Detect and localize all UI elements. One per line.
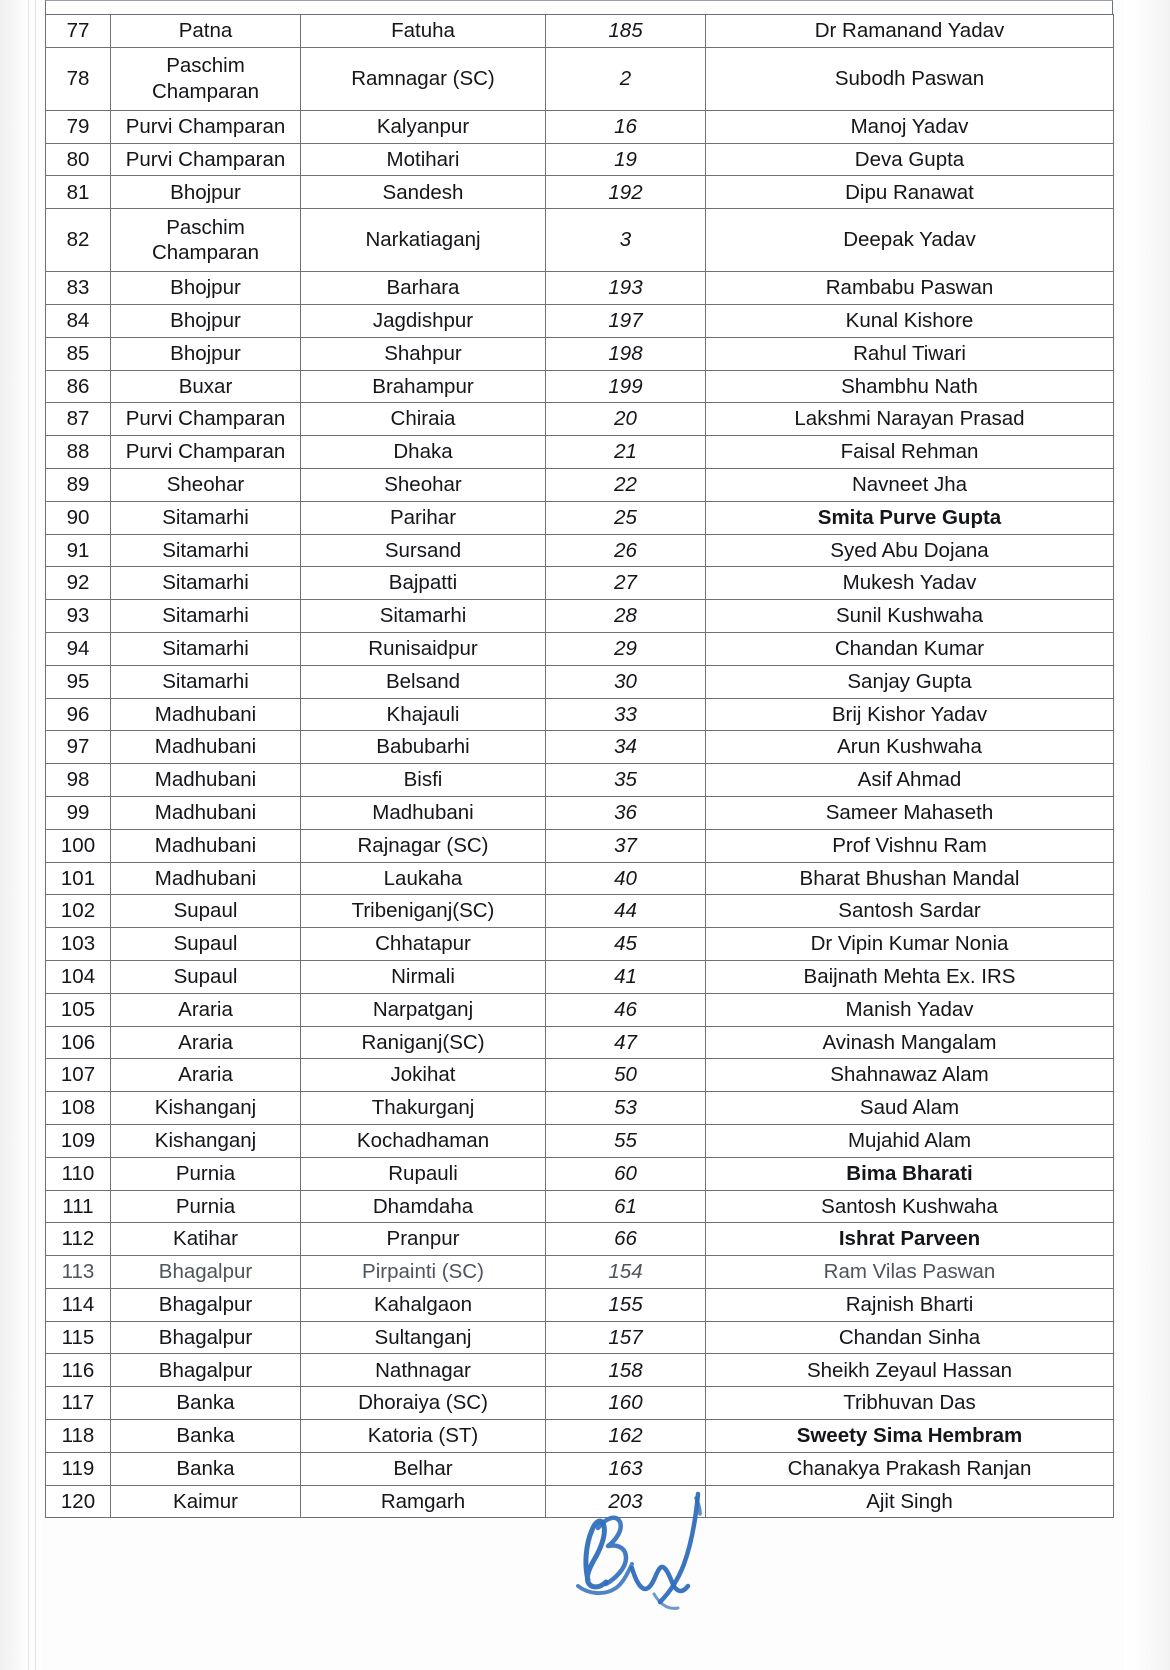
cell-constituency: Sandesh [301, 176, 546, 209]
cell-district: Araria [111, 993, 301, 1026]
cell-constituency-number: 162 [546, 1420, 706, 1453]
table-row [46, 1223, 1114, 1256]
cell-constituency: Thakurganj [301, 1092, 546, 1125]
cell-candidate-name: Syed Abu Dojana [706, 534, 1114, 567]
cell-constituency: Chhatapur [301, 928, 546, 961]
district-line: Champaran [151, 79, 260, 103]
table-row [46, 1387, 1114, 1420]
table-row [46, 796, 1114, 829]
cell-candidate-name: Saud Alam [706, 1092, 1114, 1125]
cell-constituency-number: 53 [546, 1092, 706, 1125]
cell-constituency: Kahalgaon [301, 1288, 546, 1321]
cell-candidate-name: Sameer Mahaseth [706, 796, 1114, 829]
cell-serial-number: 120 [46, 1485, 111, 1518]
cell-candidate-name: Avinash Mangalam [706, 1026, 1114, 1059]
cell-district: Madhubani [111, 829, 301, 862]
cell-serial-number: 112 [46, 1223, 111, 1256]
cell-candidate-name: Santosh Sardar [706, 895, 1114, 928]
cell-serial-number: 98 [46, 764, 111, 797]
cell-serial-number: 82 [46, 209, 111, 272]
cell-candidate-name: Bharat Bhushan Mandal [706, 862, 1114, 895]
table-row [46, 862, 1114, 895]
cell-constituency: Fatuha [301, 15, 546, 48]
cell-serial-number: 117 [46, 1387, 111, 1420]
cell-candidate-name: Rambabu Paswan [706, 272, 1114, 305]
cell-constituency: Tribeniganj(SC) [301, 895, 546, 928]
cell-district: Bhagalpur [111, 1321, 301, 1354]
cell-district: Bhagalpur [111, 1288, 301, 1321]
cell-constituency: Khajauli [301, 698, 546, 731]
table-row [46, 1452, 1114, 1485]
cell-district: Katihar [111, 1223, 301, 1256]
cell-candidate-name: Rajnish Bharti [706, 1288, 1114, 1321]
cell-serial-number: 97 [46, 731, 111, 764]
table-row [46, 764, 1114, 797]
cell-constituency-number: 40 [546, 862, 706, 895]
cell-serial-number: 84 [46, 304, 111, 337]
cell-constituency: Barhara [301, 272, 546, 305]
cell-serial-number: 81 [46, 176, 111, 209]
candidate-list-table [45, 14, 1114, 1518]
cell-serial-number: 91 [46, 534, 111, 567]
cell-constituency: Nathnagar [301, 1354, 546, 1387]
cell-candidate-name: Chandan Kumar [706, 632, 1114, 665]
table-row [46, 1157, 1114, 1190]
cell-serial-number: 96 [46, 698, 111, 731]
cell-constituency-number: 61 [546, 1190, 706, 1223]
cell-candidate-name: Sanjay Gupta [706, 665, 1114, 698]
cell-serial-number: 77 [46, 15, 111, 48]
table-row [46, 110, 1114, 143]
cell-candidate-name: Mujahid Alam [706, 1124, 1114, 1157]
cell-district: Supaul [111, 928, 301, 961]
cell-constituency-number: 46 [546, 993, 706, 1026]
cell-constituency: Sheohar [301, 468, 546, 501]
cell-constituency-number: 160 [546, 1387, 706, 1420]
cell-constituency-number: 50 [546, 1059, 706, 1092]
cell-constituency: Runisaidpur [301, 632, 546, 665]
cell-candidate-name: Ajit Singh [706, 1485, 1114, 1518]
cell-serial-number: 93 [46, 600, 111, 633]
candidate-list-table-container [45, 14, 1113, 1518]
cell-constituency-number: 154 [546, 1256, 706, 1289]
cell-constituency-number: 199 [546, 370, 706, 403]
cell-district [111, 209, 301, 272]
cell-constituency: Dhaka [301, 436, 546, 469]
cell-constituency-number: 19 [546, 143, 706, 176]
cell-candidate-name: Lakshmi Narayan Prasad [706, 403, 1114, 436]
cell-constituency-number: 163 [546, 1452, 706, 1485]
table-row [46, 209, 1114, 272]
table-top-edge [45, 0, 1113, 14]
cell-constituency: Parihar [301, 501, 546, 534]
cell-candidate-name: Asif Ahmad [706, 764, 1114, 797]
table-row [46, 567, 1114, 600]
cell-serial-number: 109 [46, 1124, 111, 1157]
cell-serial-number: 92 [46, 567, 111, 600]
table-row [46, 928, 1114, 961]
cell-serial-number: 80 [46, 143, 111, 176]
table-row [46, 143, 1114, 176]
table-row [46, 1092, 1114, 1125]
cell-candidate-name: Subodh Paswan [706, 47, 1114, 110]
cell-constituency: Babubarhi [301, 731, 546, 764]
cell-constituency: Ramgarh [301, 1485, 546, 1518]
cell-constituency: Motihari [301, 143, 546, 176]
cell-serial-number: 100 [46, 829, 111, 862]
table-row [46, 272, 1114, 305]
cell-constituency: Jokihat [301, 1059, 546, 1092]
table-row [46, 698, 1114, 731]
cell-candidate-name: Bima Bharati [706, 1157, 1114, 1190]
cell-constituency: Brahampur [301, 370, 546, 403]
cell-constituency: Jagdishpur [301, 304, 546, 337]
cell-constituency: Chiraia [301, 403, 546, 436]
cell-serial-number: 90 [46, 501, 111, 534]
cell-district: Bhagalpur [111, 1354, 301, 1387]
cell-constituency: Sursand [301, 534, 546, 567]
cell-district: Purvi Champaran [111, 110, 301, 143]
table-row [46, 15, 1114, 48]
cell-serial-number: 101 [46, 862, 111, 895]
cell-constituency-number: 45 [546, 928, 706, 961]
cell-serial-number: 79 [46, 110, 111, 143]
cell-constituency-number: 20 [546, 403, 706, 436]
cell-constituency: Pirpainti (SC) [301, 1256, 546, 1289]
cell-constituency: Dhamdaha [301, 1190, 546, 1223]
district-line: Paschim [166, 54, 245, 78]
cell-constituency-number: 36 [546, 796, 706, 829]
cell-district: Sitamarhi [111, 534, 301, 567]
table-row [46, 600, 1114, 633]
table-row [46, 1321, 1114, 1354]
cell-constituency: Kalyanpur [301, 110, 546, 143]
cell-serial-number: 118 [46, 1420, 111, 1453]
cell-constituency: Pranpur [301, 1223, 546, 1256]
cell-candidate-name: Santosh Kushwaha [706, 1190, 1114, 1223]
cell-constituency: Shahpur [301, 337, 546, 370]
cell-constituency-number: 22 [546, 468, 706, 501]
cell-district: Purvi Champaran [111, 436, 301, 469]
cell-serial-number: 102 [46, 895, 111, 928]
cell-serial-number: 88 [46, 436, 111, 469]
table-row [46, 1485, 1114, 1518]
cell-candidate-name: Deepak Yadav [706, 209, 1114, 272]
cell-candidate-name: Mukesh Yadav [706, 567, 1114, 600]
cell-serial-number: 116 [46, 1354, 111, 1387]
cell-serial-number: 107 [46, 1059, 111, 1092]
cell-constituency-number: 66 [546, 1223, 706, 1256]
table-row [46, 534, 1114, 567]
table-row [46, 1059, 1114, 1092]
cell-district: Kaimur [111, 1485, 301, 1518]
cell-candidate-name: Dipu Ranawat [706, 176, 1114, 209]
table-row [46, 1026, 1114, 1059]
cell-constituency: Narkatiaganj [301, 209, 546, 272]
table-row [46, 403, 1114, 436]
cell-candidate-name: Sweety Sima Hembram [706, 1420, 1114, 1453]
table-row [46, 665, 1114, 698]
table-row [46, 632, 1114, 665]
cell-constituency-number: 37 [546, 829, 706, 862]
cell-constituency-number: 157 [546, 1321, 706, 1354]
cell-constituency-number: 60 [546, 1157, 706, 1190]
cell-serial-number: 113 [46, 1256, 111, 1289]
table-row [46, 501, 1114, 534]
cell-candidate-name: Manish Yadav [706, 993, 1114, 1026]
cell-candidate-name: Faisal Rehman [706, 436, 1114, 469]
cell-constituency-number: 41 [546, 960, 706, 993]
cell-constituency: Madhubani [301, 796, 546, 829]
table-row [46, 1288, 1114, 1321]
cell-serial-number: 111 [46, 1190, 111, 1223]
cell-constituency-number: 44 [546, 895, 706, 928]
cell-candidate-name: Manoj Yadav [706, 110, 1114, 143]
cell-candidate-name: Shahnawaz Alam [706, 1059, 1114, 1092]
table-row [46, 1256, 1114, 1289]
cell-candidate-name: Navneet Jha [706, 468, 1114, 501]
cell-serial-number: 94 [46, 632, 111, 665]
cell-district: Banka [111, 1420, 301, 1453]
cell-constituency: Dhoraiya (SC) [301, 1387, 546, 1420]
cell-district: Madhubani [111, 764, 301, 797]
cell-constituency: Bajpatti [301, 567, 546, 600]
cell-district: Araria [111, 1026, 301, 1059]
cell-candidate-name: Smita Purve Gupta [706, 501, 1114, 534]
cell-district: Purvi Champaran [111, 403, 301, 436]
cell-constituency-number: 198 [546, 337, 706, 370]
cell-constituency-number: 35 [546, 764, 706, 797]
cell-candidate-name: Ishrat Parveen [706, 1223, 1114, 1256]
cell-serial-number: 103 [46, 928, 111, 961]
cell-district: Bhojpur [111, 272, 301, 305]
table-row [46, 1420, 1114, 1453]
cell-constituency-number: 28 [546, 600, 706, 633]
cell-candidate-name: Deva Gupta [706, 143, 1114, 176]
cell-constituency-number: 25 [546, 501, 706, 534]
cell-serial-number: 105 [46, 993, 111, 1026]
cell-constituency-number: 185 [546, 15, 706, 48]
cell-constituency: Laukaha [301, 862, 546, 895]
table-row [46, 1354, 1114, 1387]
cell-candidate-name: Brij Kishor Yadav [706, 698, 1114, 731]
cell-constituency: Sitamarhi [301, 600, 546, 633]
cell-constituency-number: 16 [546, 110, 706, 143]
cell-candidate-name: Shambhu Nath [706, 370, 1114, 403]
district-line: Paschim [166, 215, 245, 239]
cell-constituency-number: 193 [546, 272, 706, 305]
cell-district: Bhagalpur [111, 1256, 301, 1289]
cell-constituency: Ramnagar (SC) [301, 47, 546, 110]
cell-serial-number: 110 [46, 1157, 111, 1190]
cell-serial-number: 114 [46, 1288, 111, 1321]
table-row [46, 1124, 1114, 1157]
cell-constituency-number: 158 [546, 1354, 706, 1387]
cell-candidate-name: Prof Vishnu Ram [706, 829, 1114, 862]
table-row [46, 731, 1114, 764]
cell-district: Madhubani [111, 731, 301, 764]
cell-district: Bhojpur [111, 304, 301, 337]
cell-constituency-number: 197 [546, 304, 706, 337]
cell-district: Araria [111, 1059, 301, 1092]
cell-serial-number: 99 [46, 796, 111, 829]
cell-district: Madhubani [111, 698, 301, 731]
cell-district: Sitamarhi [111, 600, 301, 633]
table-row [46, 468, 1114, 501]
cell-constituency: Rajnagar (SC) [301, 829, 546, 862]
table-row [46, 895, 1114, 928]
cell-serial-number: 89 [46, 468, 111, 501]
cell-district: Buxar [111, 370, 301, 403]
cell-candidate-name: Chandan Sinha [706, 1321, 1114, 1354]
cell-serial-number: 104 [46, 960, 111, 993]
scan-artifact-line [28, 0, 29, 1670]
scan-artifact-line [35, 0, 36, 1670]
district-line: Champaran [151, 241, 260, 265]
cell-district: Purvi Champaran [111, 143, 301, 176]
cell-district: Supaul [111, 960, 301, 993]
cell-constituency-number: 203 [546, 1485, 706, 1518]
cell-constituency-number: 21 [546, 436, 706, 469]
cell-candidate-name: Sunil Kushwaha [706, 600, 1114, 633]
table-row [46, 304, 1114, 337]
cell-constituency: Narpatganj [301, 993, 546, 1026]
cell-constituency-number: 29 [546, 632, 706, 665]
cell-candidate-name: Baijnath Mehta Ex. IRS [706, 960, 1114, 993]
cell-constituency-number: 3 [546, 209, 706, 272]
table-row [46, 829, 1114, 862]
table-row [46, 176, 1114, 209]
cell-constituency-number: 33 [546, 698, 706, 731]
candidate-list-body [46, 15, 1114, 1518]
cell-constituency: Rupauli [301, 1157, 546, 1190]
cell-constituency-number: 155 [546, 1288, 706, 1321]
cell-constituency: Belsand [301, 665, 546, 698]
cell-candidate-name: Ram Vilas Paswan [706, 1256, 1114, 1289]
cell-constituency-number: 30 [546, 665, 706, 698]
cell-candidate-name: Rahul Tiwari [706, 337, 1114, 370]
cell-candidate-name: Tribhuvan Das [706, 1387, 1114, 1420]
cell-constituency-number: 26 [546, 534, 706, 567]
cell-constituency: Raniganj(SC) [301, 1026, 546, 1059]
cell-candidate-name: Sheikh Zeyaul Hassan [706, 1354, 1114, 1387]
cell-district: Kishanganj [111, 1124, 301, 1157]
cell-candidate-name: Chanakya Prakash Ranjan [706, 1452, 1114, 1485]
cell-serial-number: 115 [46, 1321, 111, 1354]
cell-constituency: Sultanganj [301, 1321, 546, 1354]
cell-constituency: Katoria (ST) [301, 1420, 546, 1453]
cell-district: Bhojpur [111, 337, 301, 370]
cell-district: Sitamarhi [111, 501, 301, 534]
cell-constituency-number: 192 [546, 176, 706, 209]
cell-district: Banka [111, 1452, 301, 1485]
cell-district: Bhojpur [111, 176, 301, 209]
cell-constituency: Kochadhaman [301, 1124, 546, 1157]
table-row [46, 1190, 1114, 1223]
cell-serial-number: 95 [46, 665, 111, 698]
cell-district: Sheohar [111, 468, 301, 501]
table-row [46, 370, 1114, 403]
cell-constituency: Nirmali [301, 960, 546, 993]
table-row [46, 47, 1114, 110]
cell-constituency-number: 34 [546, 731, 706, 764]
cell-constituency-number: 55 [546, 1124, 706, 1157]
table-row [46, 337, 1114, 370]
cell-district: Sitamarhi [111, 567, 301, 600]
cell-serial-number: 83 [46, 272, 111, 305]
table-row [46, 993, 1114, 1026]
cell-candidate-name: Arun Kushwaha [706, 731, 1114, 764]
cell-constituency-number: 47 [546, 1026, 706, 1059]
cell-district: Madhubani [111, 796, 301, 829]
cell-serial-number: 106 [46, 1026, 111, 1059]
cell-serial-number: 108 [46, 1092, 111, 1125]
cell-constituency: Bisfi [301, 764, 546, 797]
cell-district: Banka [111, 1387, 301, 1420]
cell-candidate-name: Dr Vipin Kumar Nonia [706, 928, 1114, 961]
cell-district: Patna [111, 15, 301, 48]
cell-constituency-number: 2 [546, 47, 706, 110]
cell-serial-number: 78 [46, 47, 111, 110]
cell-constituency: Belhar [301, 1452, 546, 1485]
cell-district: Purnia [111, 1190, 301, 1223]
cell-serial-number: 86 [46, 370, 111, 403]
cell-district: Sitamarhi [111, 665, 301, 698]
cell-district: Purnia [111, 1157, 301, 1190]
cell-serial-number: 119 [46, 1452, 111, 1485]
cell-serial-number: 87 [46, 403, 111, 436]
cell-district [111, 47, 301, 110]
cell-serial-number: 85 [46, 337, 111, 370]
cell-constituency-number: 27 [546, 567, 706, 600]
cell-district: Kishanganj [111, 1092, 301, 1125]
cell-candidate-name: Kunal Kishore [706, 304, 1114, 337]
cell-candidate-name: Dr Ramanand Yadav [706, 15, 1114, 48]
cell-district: Supaul [111, 895, 301, 928]
table-row [46, 436, 1114, 469]
cell-district: Madhubani [111, 862, 301, 895]
cell-district: Sitamarhi [111, 632, 301, 665]
table-row [46, 960, 1114, 993]
